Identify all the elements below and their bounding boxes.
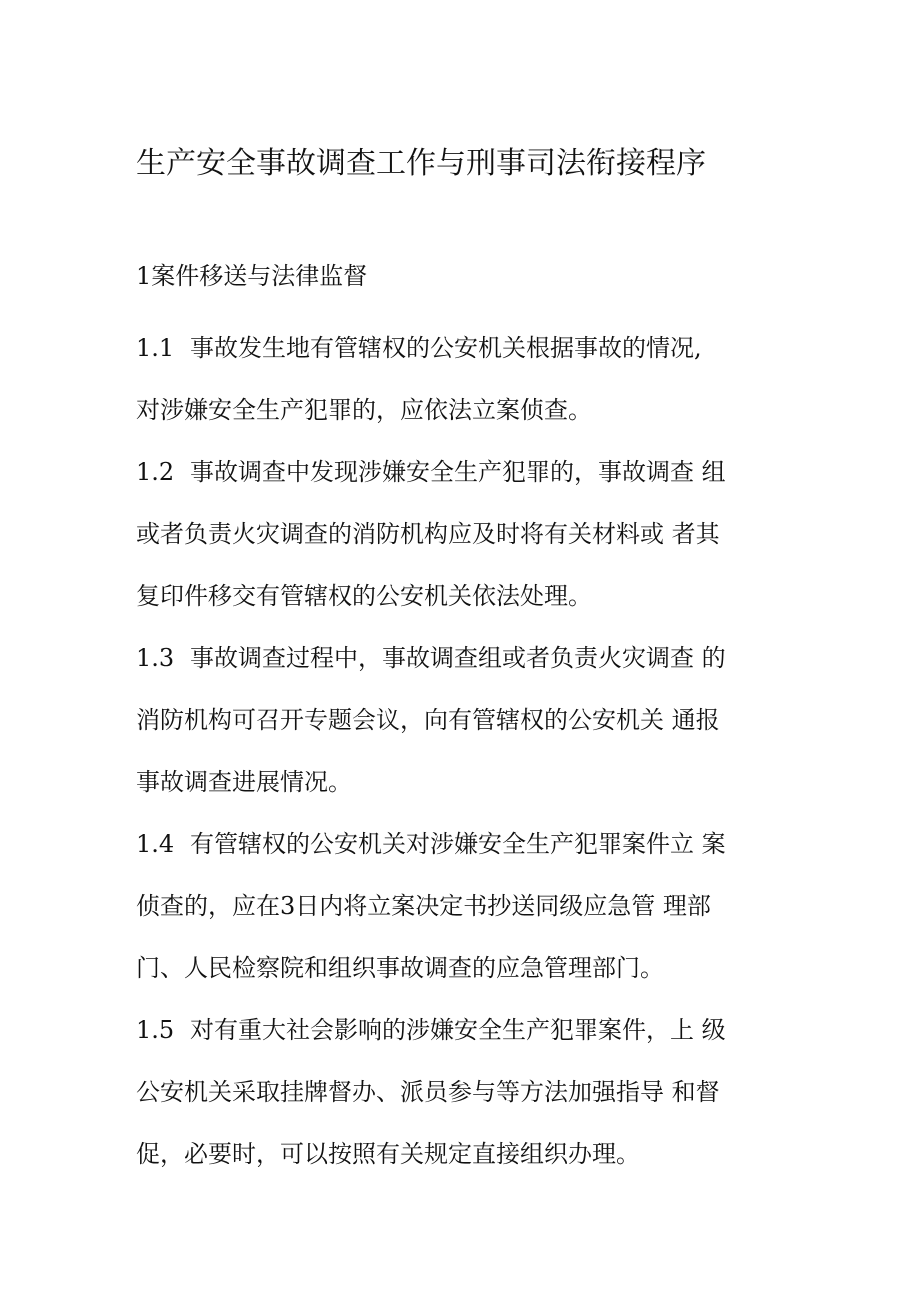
- paragraph-number: 1.3: [136, 644, 175, 672]
- paragraph-line: 侦查的，应在3日内将立案决定书抄送同级应急管 理部: [136, 892, 711, 920]
- paragraph-line: 门、人民检察院和组织事故调查的应急管理部门。: [136, 954, 664, 982]
- paragraph-text: 对有重大社会影响的涉嫌安全生产犯罪案件，上 级: [190, 1016, 726, 1044]
- paragraph-line: 消防机构可召开专题会议，向有管辖权的公安机关 通报: [136, 706, 720, 734]
- paragraph-number: 1.1: [136, 334, 175, 362]
- paragraph-line: [136, 999, 796, 1061]
- document-title: 生产安全事故调查工作与刑事司法衔接程序: [136, 146, 706, 181]
- paragraph-line: 事故调查进展情况。: [136, 768, 352, 796]
- paragraph-line: [136, 813, 796, 875]
- paragraph-1-3: [136, 627, 796, 813]
- paragraph-1-2: [136, 441, 796, 627]
- paragraph-text: 事故发生地有管辖权的公安机关根据事故的情况,: [190, 334, 702, 362]
- paragraph-1-4: [136, 813, 796, 999]
- paragraph-1-1: [136, 317, 796, 441]
- paragraph-number: 1.4: [136, 830, 175, 858]
- paragraph-line: 公安机关采取挂牌督办、派员参与等方法加强指导 和督: [136, 1078, 720, 1106]
- paragraph-number: 1.2: [136, 458, 175, 486]
- paragraph-text: 事故调查过程中，事故调查组或者负责火灾调查 的: [190, 644, 726, 672]
- paragraph-line: [136, 441, 796, 503]
- paragraph-line: [136, 317, 796, 379]
- paragraph-text: 有管辖权的公安机关对涉嫌安全生产犯罪案件立 案: [190, 830, 726, 858]
- paragraph-text: 事故调查中发现涉嫌安全生产犯罪的，事故调查 组: [190, 458, 726, 486]
- paragraph-line: 促，必要时，可以按照有关规定直接组织办理。: [136, 1140, 640, 1168]
- paragraph-number: 1.5: [136, 1016, 175, 1044]
- paragraph-1-5: [136, 999, 796, 1185]
- paragraph-line: 或者负责火灾调查的消防机构应及时将有关材料或 者其: [136, 520, 720, 548]
- paragraph-line: 复印件移交有管辖权的公安机关依法处理。: [136, 582, 592, 610]
- paragraph-line: 对涉嫌安全生产犯罪的，应依法立案侦查。: [136, 396, 592, 424]
- section-heading: 1案件移送与法律监督: [136, 262, 368, 290]
- paragraph-line: [136, 627, 796, 689]
